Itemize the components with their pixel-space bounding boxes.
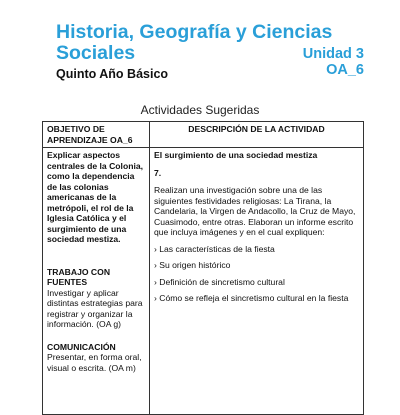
list-item: › Cómo se refleja el sincretismo cultural en la fiesta [154,293,349,303]
objective-cell [43,148,150,415]
section-title: Actividades Sugeridas [140,103,260,117]
skill-text-comunicacion: Presentar, en forma oral, visual o escrita. (OA m) [47,352,142,373]
list-item: › Su origen histórico [154,260,231,270]
title-line-2: Sociales [56,42,136,64]
objective-code: OA_6 [326,62,364,78]
unit-number: Unidad 3 [302,46,364,62]
table-header-row [43,122,364,148]
activity-description: Realizan una investigación sobre una de las siguientes festividades religiosas: La Tirana, la Candelaria, la Virgen de Andacollo, la Cruz de Mayo, Cuasimodo, entre otras. Elaboran un informe escrito que incluya imágenes y en el cual expliquen: [154,185,356,237]
table-row [43,148,364,415]
skill-title-comunicacion: COMUNICACIÓN [47,341,116,352]
title-line-1: Historia, Geografía y Ciencias [56,21,333,43]
list-item: › Definición de sincretismo cultural [154,276,285,287]
unit-label [303,46,364,78]
objective-column-header: OBJETIVO DE APRENDIZAJE OA_6 [43,122,150,148]
skill-text-fuentes: Investigar y aplicar distintas estrategias para registrar y organizar la información. (OA g) [47,287,143,329]
objective-text: Explicar aspectos centrales de la Colonia, como la dependencia de las colonias americanas de la metrópoli, el rol de la Iglesia Católica y el surgimiento de una sociedad mestiza. [47,150,143,244]
description-column-header: DESCRIPCIÓN DE LA ACTIVIDAD [150,122,364,148]
skill-title-fuentes: TRABAJO CON FUENTES [47,266,111,287]
description-cell [150,148,364,415]
activity-title: El surgimiento de una sociedad mestiza [154,150,318,160]
grade-subtitle: Quinto Año Básico [56,67,169,81]
list-item: › Las características de la fiesta [154,243,275,254]
activity-number: 7. [154,167,162,178]
activities-table [42,121,364,415]
